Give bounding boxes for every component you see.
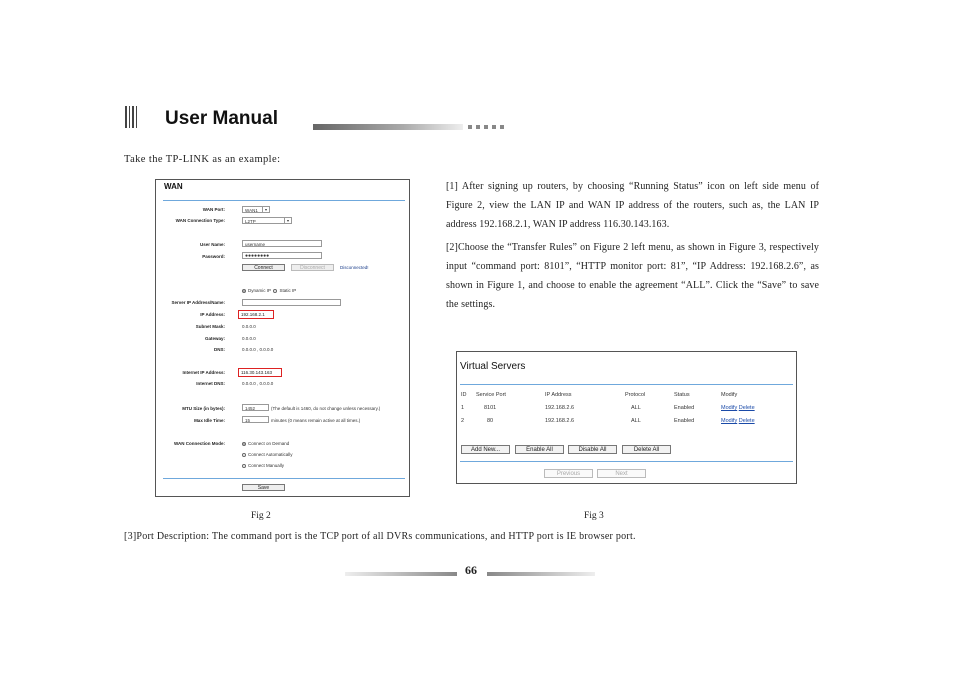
row2-protocol: ALL (631, 418, 641, 424)
row1-actions (721, 405, 755, 411)
save-button[interactable]: Save (242, 484, 285, 491)
subnet-label: Subnet Mask: (195, 324, 225, 329)
row2-status: Enabled (674, 418, 695, 424)
intro-text: Take the TP-LINK as an example: (124, 154, 281, 165)
mode-auto-label: Connect Automatically (248, 452, 293, 457)
server-ip-label: Server IP Address/Name: (171, 300, 225, 305)
next-button[interactable]: Next (597, 469, 646, 478)
user-name-input[interactable]: username (242, 240, 322, 247)
conn-mode-label: WAN Connection Mode: (174, 441, 225, 446)
row2-id: 2 (461, 418, 465, 424)
footer-line-left (345, 572, 457, 576)
dns-label: DNS: (214, 347, 225, 352)
mtu-input[interactable]: 1452 (242, 404, 269, 411)
divider (163, 478, 405, 479)
auto-radio[interactable] (242, 453, 246, 457)
row2-actions (721, 418, 755, 424)
row1-ip: 192.168.2.6 (545, 405, 575, 411)
mode-manual-option[interactable] (242, 463, 284, 468)
port-description: [3]Port Description: The command port is the TCP port of all DVRs communications, and HTTP port is IE browser port. (124, 531, 636, 542)
paragraph-1: [1] After signing up routers, by choosing “Running Status” icon on left side menu of Figure 2, view the LAN IP and WAN IP address of the routers, such as, the LAN IP address 192.168.2.1, WAN IP address 116.30.143.163. (446, 181, 819, 230)
conn-type-select[interactable] (242, 217, 292, 224)
row1-status: Enabled (674, 405, 695, 411)
internet-dns-value: 0.0.0.0 , 0.0.0.0 (242, 381, 274, 386)
chevron-down-icon: ▾ (262, 207, 269, 212)
mtu-label: MTU Size (in bytes): (182, 406, 225, 411)
chevron-down-icon: ▾ (284, 218, 291, 223)
mode-demand-label: Connect on Demand (248, 441, 290, 446)
internet-ip-label: Internet IP Address: (182, 370, 225, 375)
row1-modify-link[interactable]: Modify (721, 405, 738, 411)
internet-ip-value: 116.30.143.163 (238, 368, 282, 377)
header-decoration-line (313, 124, 463, 130)
row1-id: 1 (461, 405, 465, 411)
footer-line-right (487, 572, 595, 576)
password-input[interactable]: ●●●●●●●● (242, 252, 322, 259)
mtu-note: (The default is 1460, do not change unless necessary.) (271, 406, 381, 411)
row1-delete-link[interactable]: Delete (738, 405, 755, 411)
disconnect-button[interactable]: Disconnect (291, 264, 334, 271)
idle-time-note: minutes (0 means remain active at all times.) (271, 418, 361, 423)
wan-title: WAN (164, 182, 183, 191)
internet-dns-label: Internet DNS: (196, 381, 225, 386)
wan-port-value: WAN1 (245, 208, 258, 213)
previous-button[interactable]: Previous (544, 469, 593, 478)
paragraph-2: [2]Choose the “Transfer Rules” on Figure 2 left menu, as shown in Figure 3, respectively input “command port: 8101”, “HTTP monitor port: 81”, “IP Address: 192.168.2.6”, as shown in Figure 1, and choose to enable the agreement “ALL”. Click the “Save” to save the settings. (446, 242, 819, 310)
gateway-label: Gateway: (204, 336, 225, 341)
mode-auto-option[interactable] (242, 452, 293, 457)
col-header-protocol: Protocol (625, 392, 646, 398)
subnet-value: 0.0.0.0 (242, 324, 256, 329)
ip-address-label: IP Address: (200, 312, 225, 317)
wan-port-select[interactable] (242, 206, 270, 213)
add-new-button[interactable]: Add New... (461, 445, 510, 454)
password-label: Password: (202, 254, 225, 259)
delete-all-button[interactable]: Delete All (622, 445, 671, 454)
dynamic-ip-radio[interactable] (242, 289, 246, 293)
row2-ip: 192.168.2.6 (545, 418, 575, 424)
gateway-value: 0.0.0.0 (242, 336, 256, 341)
divider (163, 200, 405, 201)
col-header-id: ID (461, 392, 467, 398)
static-ip-label: Static IP (279, 288, 297, 293)
divider (460, 384, 793, 385)
wan-port-label: WAN Port: (202, 207, 225, 212)
row1-protocol: ALL (631, 405, 641, 411)
row2-modify-link[interactable]: Modify (721, 418, 738, 424)
row2-port: 80 (487, 418, 494, 424)
ip-mode-group (242, 288, 296, 293)
page-title: User Manual (165, 108, 278, 129)
fig3-virtual-servers (456, 351, 797, 484)
demand-radio[interactable] (242, 442, 246, 446)
idle-time-input[interactable]: 15 (242, 416, 269, 423)
server-ip-input[interactable] (242, 299, 341, 306)
enable-all-button[interactable]: Enable All (515, 445, 564, 454)
ip-address-value: 192.168.2.1 (238, 310, 274, 319)
col-header-modify: Modify (721, 392, 738, 398)
virtual-servers-title: Virtual Servers (460, 361, 526, 372)
page-number: 66 (465, 563, 477, 577)
col-header-ip-address: IP Address (545, 392, 572, 398)
col-header-status: Status (674, 392, 690, 398)
row1-port: 8101 (484, 405, 497, 411)
connection-status: Disconnected! (340, 265, 369, 270)
mode-demand-option[interactable] (242, 441, 289, 446)
fig2-wan-settings (155, 179, 410, 497)
fig3-caption: Fig 3 (584, 511, 604, 521)
col-header-service-port: Service Port (476, 392, 506, 398)
dynamic-ip-label: Dynamic IP (248, 288, 271, 293)
connect-button[interactable]: Connect (242, 264, 285, 271)
disable-all-button[interactable]: Disable All (568, 445, 617, 454)
conn-type-value: L2TP (245, 219, 256, 224)
logo-bars-icon (125, 106, 139, 128)
static-ip-radio[interactable] (273, 289, 277, 293)
row2-delete-link[interactable]: Delete (738, 418, 755, 424)
idle-time-label: Max Idle Time: (194, 418, 225, 423)
divider (460, 461, 793, 462)
mode-manual-label: Connect Manually (248, 463, 285, 468)
conn-type-label: WAN Connection Type: (175, 218, 225, 223)
dns-value: 0.0.0.0 , 0.0.0.0 (242, 347, 274, 352)
fig2-caption: Fig 2 (251, 511, 271, 521)
user-name-label: User Name: (199, 242, 225, 247)
manual-radio[interactable] (242, 464, 246, 468)
header-decoration-squares (468, 125, 504, 129)
